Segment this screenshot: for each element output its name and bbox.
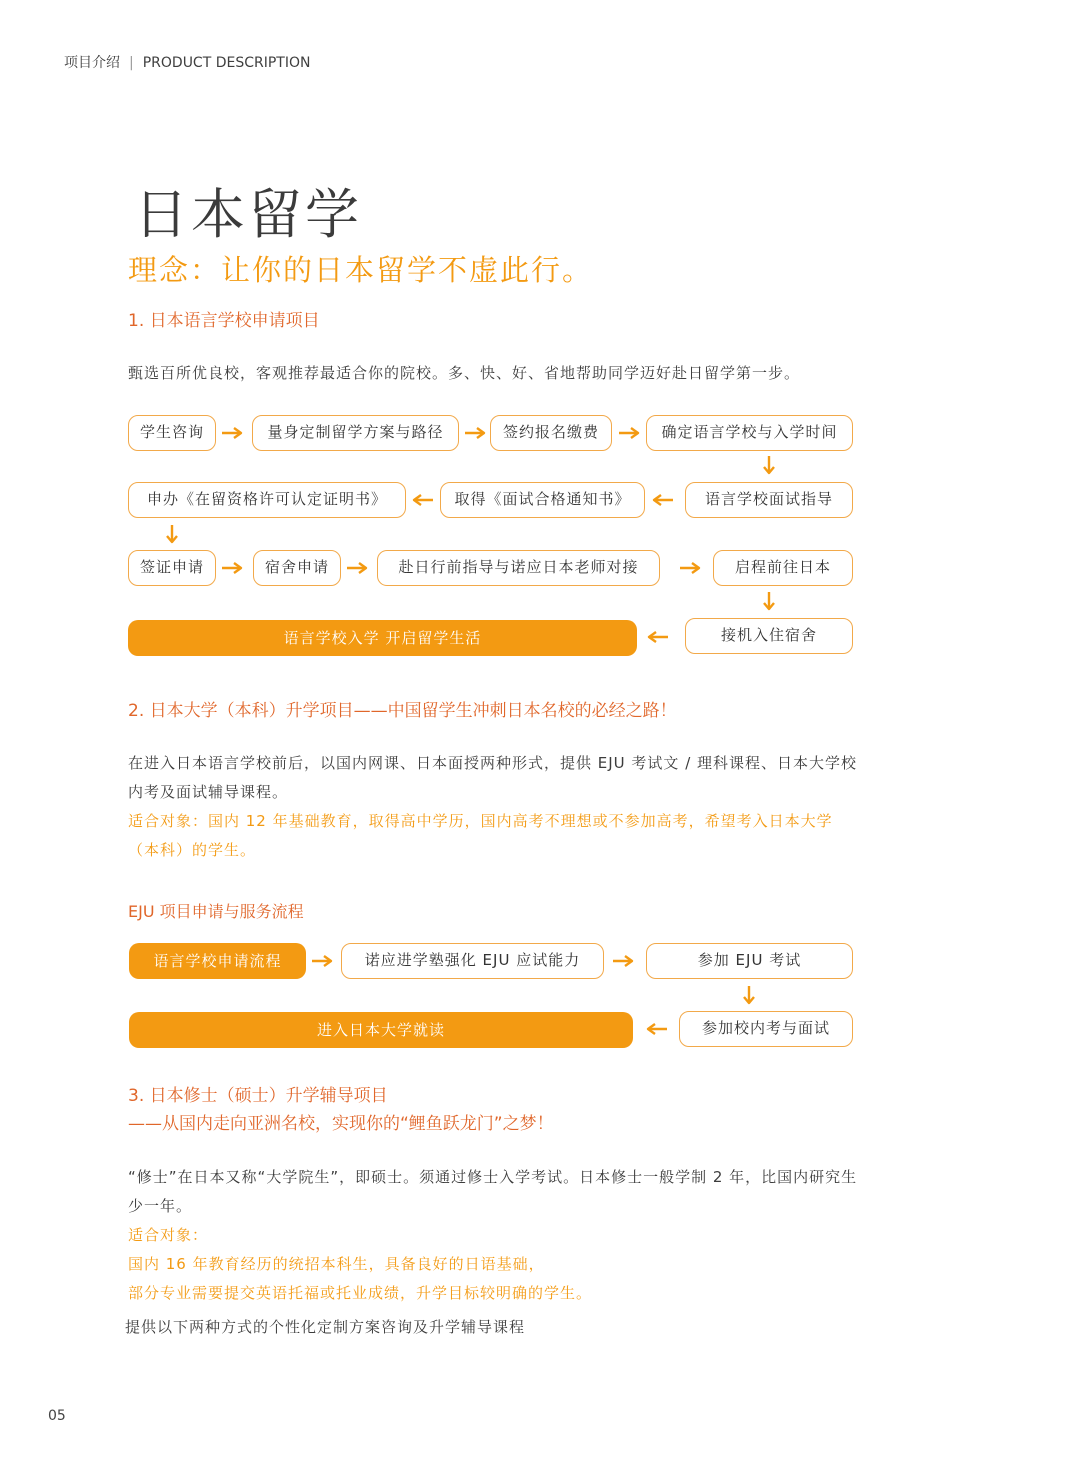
arrow-right-icon [618,426,640,440]
arrow-down-icon [762,591,776,611]
flow-step-consult: 学生咨询 [128,415,216,451]
eju-step-cram-school: 诺应进学塾强化 EJU 应试能力 [341,943,604,979]
eju-step-language-school: 语言学校申请流程 [129,943,306,979]
section2-heading: 2. 日本大学（本科）升学项目——中国留学生冲刺日本名校的必经之路！ [128,701,677,721]
arrow-left-icon [646,1022,668,1036]
flow-step-enroll: 语言学校入学 开启留学生活 [128,620,637,656]
arrow-right-icon [221,426,243,440]
flow-step-dorm: 宿舍申请 [253,550,341,586]
flow-step-confirm-school: 确定语言学校与入学时间 [646,415,853,451]
section2-target: 适合对象：国内 12 年基础教育，取得高中学历，国内高考不理想或不参加高考，希望考入日本大学（本科）的学生。 [128,812,833,859]
header-cn: 项目介绍 [64,55,120,71]
section3-target-line1: 国内 16 年教育经历的统招本科生，具备良好的日语基础， [128,1255,545,1273]
eju-step-exam: 参加 EJU 考试 [646,943,853,979]
flow-step-interview-guide: 语言学校面试指导 [685,482,853,518]
arrow-right-icon [679,561,701,575]
header-en: PRODUCT DESCRIPTION [142,55,311,71]
flow-step-pickup: 接机入住宿舍 [685,618,853,654]
section3-target-label: 适合对象： [128,1226,209,1244]
flow-step-visa: 签证申请 [128,550,216,586]
page-header [64,52,310,72]
section2-intro: 在进入日本语言学校前后，以国内网课、日本面授两种形式，提供 EJU 考试文 / 理科课程、日本大学校内考及面试辅导课程。 [128,754,858,801]
page-number: 05 [48,1408,66,1424]
flow-step-custom-plan: 量身定制留学方案与路径 [252,415,459,451]
arrow-left-icon [412,493,434,507]
header-separator: | [129,55,134,71]
section3-target-line2: 部分专业需要提交英语托福或托业成绩，升学目标较明确的学生。 [128,1284,593,1302]
arrow-down-icon [762,455,776,475]
eju-flow-title: EJU 项目申请与服务流程 [128,902,304,921]
flow-step-depart: 启程前往日本 [713,550,853,586]
flow-step-interview-pass: 取得《面试合格通知书》 [440,482,645,518]
section3-heading: 3. 日本修士（硕士）升学辅导项目 [128,1086,388,1106]
eju-step-university: 进入日本大学就读 [129,1012,633,1048]
flow-step-predeparture: 赴日行前指导与诺应日本老师对接 [377,550,660,586]
flow-step-residence-cert: 申办《在留资格许可认定证明书》 [128,482,406,518]
arrow-right-icon [464,426,486,440]
eju-step-internal-exam: 参加校内考与面试 [679,1011,853,1047]
arrow-down-icon [165,524,179,544]
arrow-left-icon [647,630,669,644]
arrow-right-icon [311,954,333,968]
slogan: 理念：让你的日本留学不虚此行。 [128,253,594,287]
section1-intro: 甄选百所优良校，客观推荐最适合你的院校。多、快、好、省地帮助同学迈好赴日留学第一步。 [128,364,801,382]
arrow-right-icon [221,561,243,575]
section3-intro: “修士”在日本又称“大学院生”，即硕士。须通过修士入学考试。日本修士一般学制 2 年，比国内研究生少一年。 [128,1168,858,1215]
section3-outro: 提供以下两种方式的个性化定制方案咨询及升学辅导课程 [125,1318,526,1336]
arrow-left-icon [652,493,674,507]
section1-heading: 1. 日本语言学校申请项目 [128,311,320,331]
arrow-right-icon [612,954,634,968]
section3-subheading: ——从国内走向亚洲名校，实现你的“鲤鱼跃龙门”之梦！ [128,1114,554,1134]
arrow-down-icon [742,985,756,1005]
arrow-right-icon [346,561,368,575]
page-title: 日本留学 [134,183,362,246]
flow-step-sign-pay: 签约报名缴费 [490,415,612,451]
